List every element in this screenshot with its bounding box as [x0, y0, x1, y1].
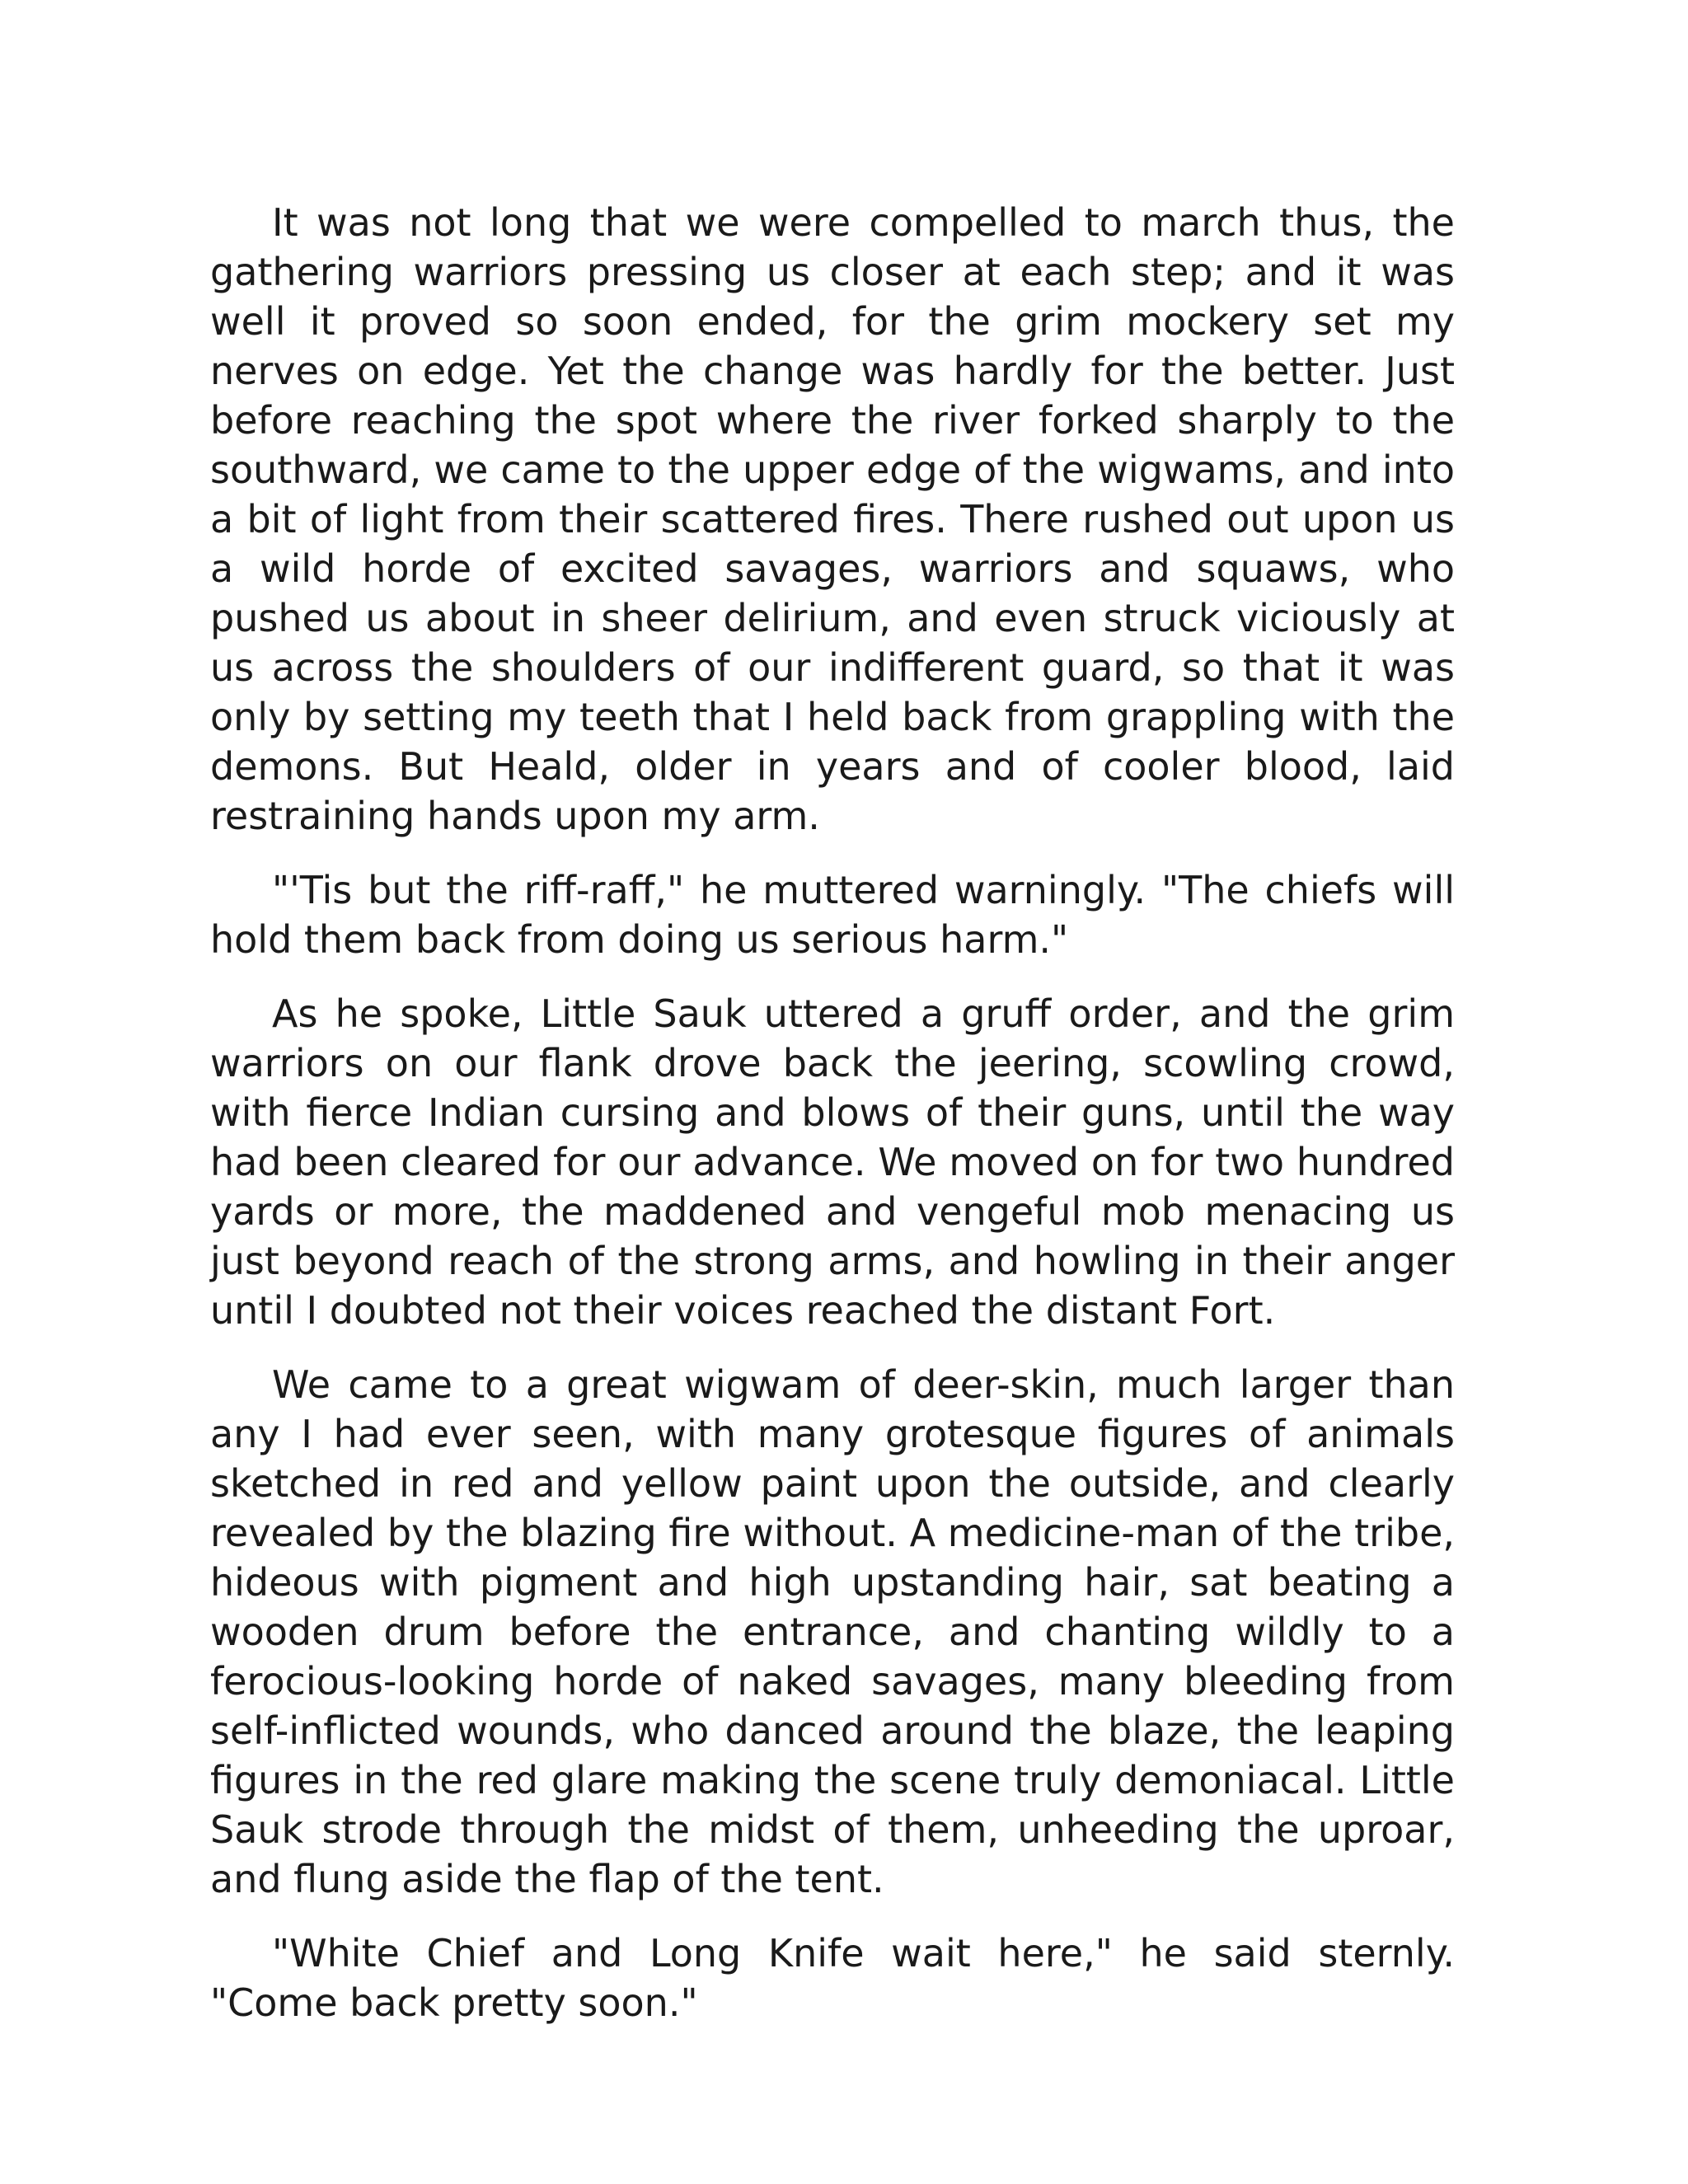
paragraph: It was not long that we were compelled to march thus, the gathering warriors pressing us closer at each step; and it was well it proved so soon ended, for the grim mockery set my nerves on edge. Yet the change was hardly for the better. Just before reaching the spot where the river forked sharply to the southward, we came to the upper edge of the wigwams, and into a bit of light from their scattered fires. There rushed out upon us a wild horde of excited savages, warriors and squaws, who pushed us about in sheer delirium, and even struck viciously at us across the shoulders of our indifferent guard, so that it was only by setting my teeth that I held back from grappling with the demons. But Heald, older in years and of cooler blood, laid restraining hands upon my arm.: [210, 200, 1455, 838]
paragraph: "'Tis but the riff-raff," he muttered warningly. "The chiefs will hold them back from doing us serious harm.": [210, 868, 1455, 962]
paragraph: As he spoke, Little Sauk uttered a gruff order, and the grim warriors on our flank drove back the jeering, scowling crowd, with fierce Indian cursing and blows of their guns, until the way had been cleared for our advance. We moved on for two hundred yards or more, the maddened and vengeful mob menacing us just beyond reach of the strong arms, and howling in their anger until I doubted not their voices reached the distant Fort.: [210, 991, 1455, 1333]
paragraph: "White Chief and Long Knife wait here," he said sternly. "Come back pretty soon.": [210, 1931, 1455, 2025]
paragraph: We came to a great wigwam of deer-skin, much larger than any I had ever seen, with many grotesque figures of animals sketched in red and yellow paint upon the outside, and clearly revealed by the blazing fire without. A medicine-man of the tribe, hideous with pigment and high upstanding hair, sat beating a wooden drum before the entrance, and chanting wildly to a ferocious-looking horde of naked savages, many bleeding from self-inflicted wounds, who danced around the blaze, the leaping figures in the red glare making the scene truly demoniacal. Little Sauk strode through the midst of them, unheeding the uproar, and flung aside the flap of the tent.: [210, 1362, 1455, 1901]
page-body: [210, 198, 1455, 2052]
